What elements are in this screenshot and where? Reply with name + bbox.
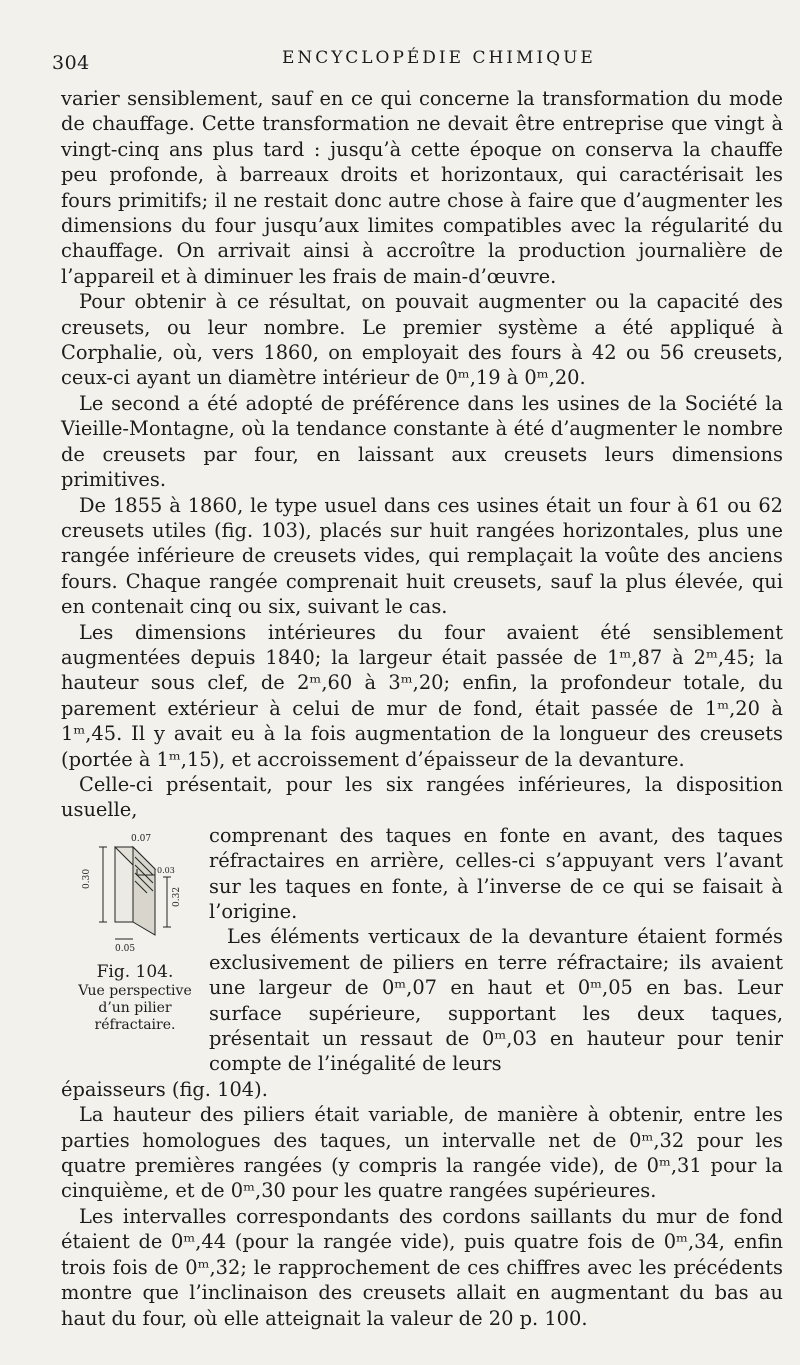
wrapped-text	[209, 823, 783, 1077]
running-title: ENCYCLOPÉDIE CHIMIQUE	[282, 48, 596, 68]
figure-title: Fig. 104.	[96, 961, 174, 982]
dim-step: 0.03	[157, 865, 175, 875]
page-number: 304	[52, 52, 90, 74]
body-text	[61, 86, 783, 1331]
paragraph-3: Le second a été adopté de préférence dans les usines de la Société la Vieille-Montagne, où la tendance constante à été d’augmenter le nombre de creusets par four, en laissant aux creusets leurs dimensions primitives.	[61, 391, 783, 492]
paragraph-4: De 1855 à 1860, le type usuel dans ces usines était un four à 61 ou 62 creusets utiles (fig. 103), placés sur huit rangées horizontales, plus une rangée inférieure de creusets vides, qui remplaçait la voûte des anciens fours. Chaque rangée comprenait huit creusets, sauf la plus élevée, qui en contenait cinq ou six, suivant le cas.	[61, 493, 783, 619]
figure-caption: Vue perspective d’un pilier réfractaire.	[78, 982, 192, 1033]
dim-height: 0.30	[82, 868, 92, 889]
paragraph-8: La hauteur des piliers était variable, de manière à obtenir, entre les parties homologues des taques, un intervalle net de 0ᵐ,32 pour les quatre premières rangées (y compris la rangée vide), de 0ᵐ,31 pour la cinquième, et de 0ᵐ,30 pour les quatre rangées supérieures.	[61, 1103, 783, 1203]
paragraph-6-lead: Celle-ci présentait, pour les six rangées inférieures, la disposition usuelle,	[61, 772, 783, 822]
paragraph-5: Les dimensions intérieures du four avaient été sensiblement augmentées depuis 1840; la largeur était passée de 1ᵐ,87 à 2ᵐ,45; la hauteur sous clef, de 2ᵐ,60 à 3ᵐ,20; enfin, la profondeur totale, du parement extérieur à celui de mur de fond, était passée de 1ᵐ,20 à 1ᵐ,45. Il y avait eu à la fois augmentation de la longueur des creusets (portée à 1ᵐ,15), et accroissement d’épaisseur de la devanture.	[61, 620, 783, 771]
paragraph-7-tail: épaisseurs (fig. 104).	[61, 1077, 268, 1101]
paragraph-6-wrap: comprenant des taques en fonte en avant, des taques réfractaires en arrière, celles-ci s’appuyant vers l’avant sur les taques en fonte, à l’inverse de ce qui se faisait à l’origine.	[209, 823, 783, 923]
dim-side: 0.32	[172, 886, 182, 907]
figure-104	[61, 823, 209, 1077]
dim-bottom: 0.05	[115, 943, 136, 954]
dim-top: 0.07	[131, 833, 152, 844]
paragraph-2: Pour obtenir à ce résultat, on pouvait augmenter ou la capacité des creusets, ou leur nombre. Le premier système a été appliqué à Corphalie, où, vers 1860, on employait des fours à 42 ou 56 creusets, ceux-ci ayant un diamètre intérieur de 0ᵐ,19 à 0ᵐ,20.	[61, 290, 783, 390]
paragraph-9: Les intervalles correspondants des cordons saillants du mur de fond étaient de 0ᵐ,44 (pour la rangée vide), puis quatre fois de 0ᵐ,34, enfin trois fois de 0ᵐ,32; le rapprochement de ces chiffres avec les précédents montre que l’inclinaison des creusets allait en augmentant du bas au haut du four, où elle atteignait la valeur de 20 p. 100.	[61, 1204, 783, 1330]
figure-wrap-block	[61, 823, 783, 1077]
paragraph-7-wrap: Les éléments verticaux de la devanture étaient formés exclusivement de piliers en terre réfractaire; ils avaient une largeur de 0ᵐ,07 en haut et 0ᵐ,05 en bas. Leur surface supérieure, supportant les deux taques, présentait un ressaut de 0ᵐ,03 en hauteur pour tenir compte de l’inégalité de leurs	[209, 925, 783, 1076]
paragraph-1: varier sensiblement, sauf en ce qui concerne la transformation du mode de chauffage. Cette transformation ne devait être entreprise que vingt à vingt-cinq ans plus tard : jusqu’à cette époque on conserva la chauffe peu profonde, à barreaux droits et horizontaux, qui caractérisait les fours primitifs; il ne restait donc autre chose à faire que d’augmenter les dimensions du four jusqu’aux limites compatibles avec la régularité du chauffage. On arrivait ainsi à accroître la production journalière de l’appareil et à diminuer les frais de main-d’œuvre.	[61, 87, 783, 288]
pillar-drawing	[75, 827, 195, 955]
